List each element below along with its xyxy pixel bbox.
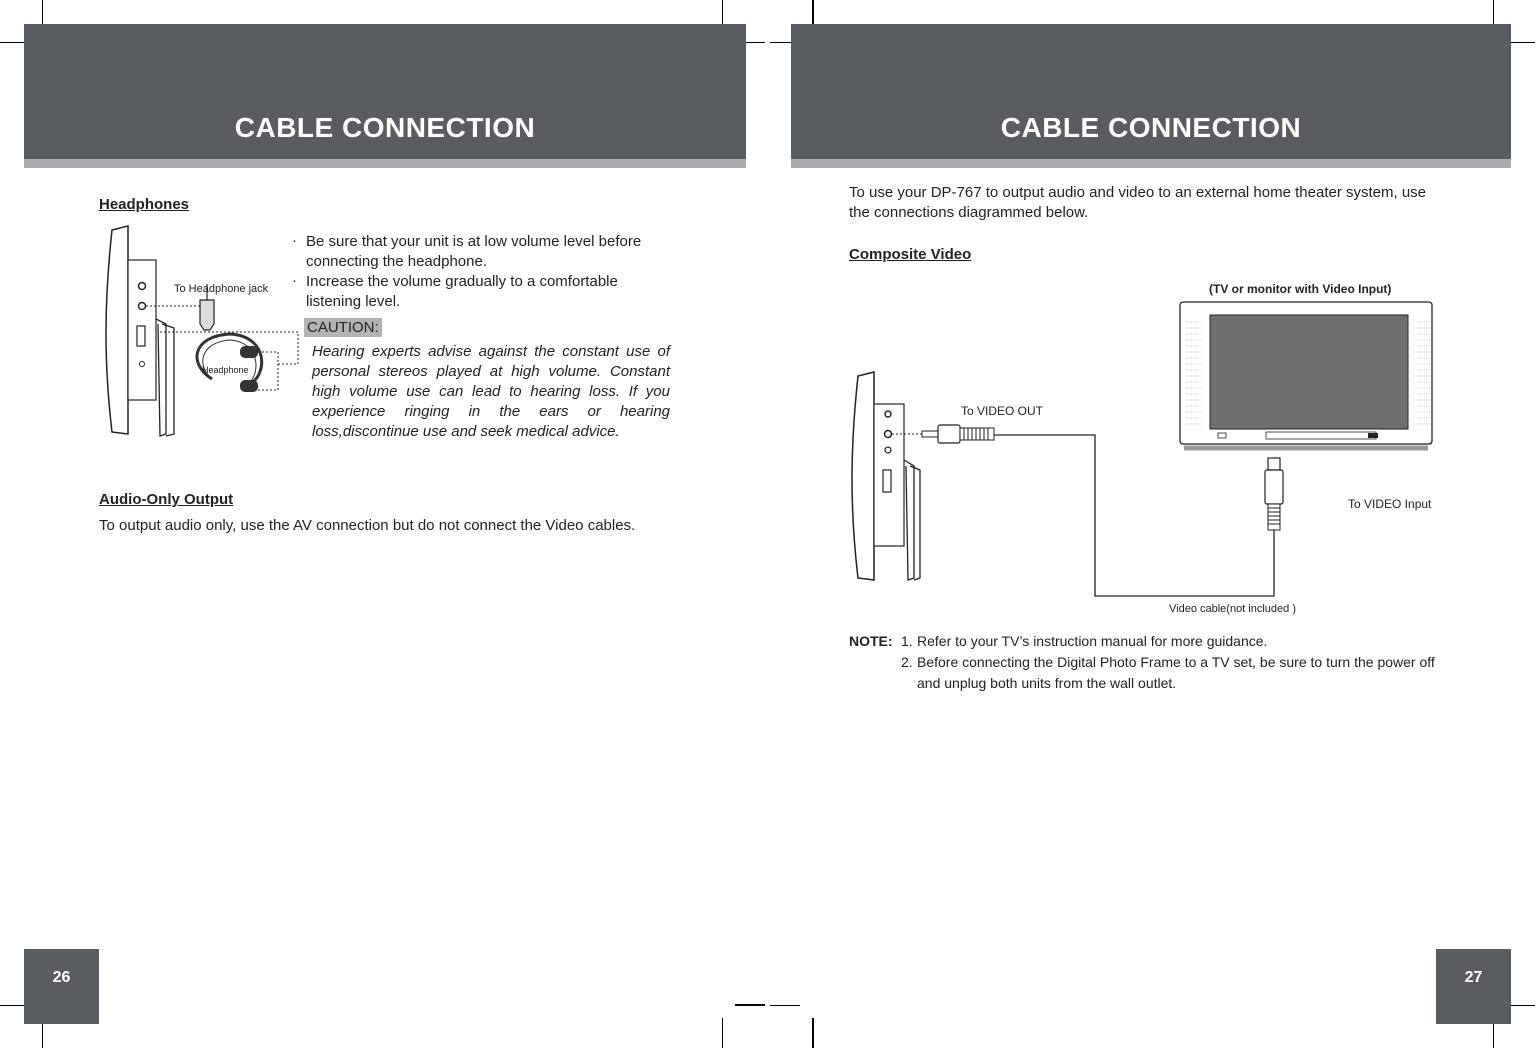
caution-text: Hearing experts advise against the constant use of personal stereos played at high volume. Constant high volume use can lead to hearing loss. If you experience ringing in the ears or hearing loss,discontinue use and seek medical advice. (312, 343, 670, 440)
note-item (901, 652, 1441, 694)
page-title: CABLE CONNECTION (234, 112, 536, 143)
note-text: Before connecting the Digital Photo Frame to a TV set, be sure to turn the power off and unplug both units from the wall outlet. (917, 654, 1435, 691)
video-cable (994, 435, 1274, 596)
header-band (24, 24, 746, 159)
bullet-item: · Increase the volume gradually to a comfortable listening level. (292, 272, 677, 312)
note-list (901, 631, 1441, 694)
header-band (791, 24, 1511, 159)
bullet-item: · Be sure that your unit is at low volume level before connecting the headphone. (292, 232, 677, 272)
intro-text: To use your DP-767 to output audio and video to an external home theater system, use the connections diagrammed below. (849, 184, 1427, 221)
headphone-bullets (292, 232, 677, 312)
headphone-plug-icon (200, 300, 214, 330)
audio-only-text: To output audio only, use the AV connection but do not connect the Video cables. (99, 517, 636, 534)
section-title-headphones: Headphones (99, 196, 190, 213)
headphone-diagram (100, 224, 310, 439)
section-title-composite-video: Composite Video (849, 246, 972, 263)
tv-monitor-icon (1180, 302, 1432, 448)
label-to-video-input: To VIDEO Input (1348, 497, 1432, 511)
composite-video-diagram (848, 290, 1448, 610)
label-headphone: Headphone (202, 365, 249, 375)
note-label: NOTE: (849, 633, 893, 649)
rca-plug-icon (1265, 458, 1283, 530)
note-number: 1. (901, 633, 913, 649)
header-underline (791, 159, 1511, 168)
note-item (901, 631, 1441, 652)
right-page (768, 0, 1535, 1048)
device-profile-icon (852, 372, 920, 580)
device-profile-icon (106, 226, 128, 434)
label-tv-monitor: (TV or monitor with Video Input) (1209, 282, 1392, 296)
rca-plug-icon (892, 425, 994, 443)
headphone-icon (197, 334, 262, 384)
section-title-audio-only: Audio-Only Output (99, 491, 234, 508)
label-to-headphone-jack: To Headphone jack (174, 283, 269, 295)
label-video-cable: Video cable(not included ) (1169, 603, 1296, 615)
page-number: 26 (24, 949, 99, 1024)
caution-label: CAUTION: (304, 318, 382, 337)
left-page (0, 0, 767, 1048)
page-number: 27 (1436, 949, 1511, 1024)
page-title: CABLE CONNECTION (1000, 112, 1302, 143)
header-underline (24, 159, 746, 168)
label-to-video-out: To VIDEO OUT (961, 404, 1044, 418)
note-text: Refer to your TV’s instruction manual for more guidance. (917, 633, 1268, 649)
note-number: 2. (901, 654, 913, 670)
